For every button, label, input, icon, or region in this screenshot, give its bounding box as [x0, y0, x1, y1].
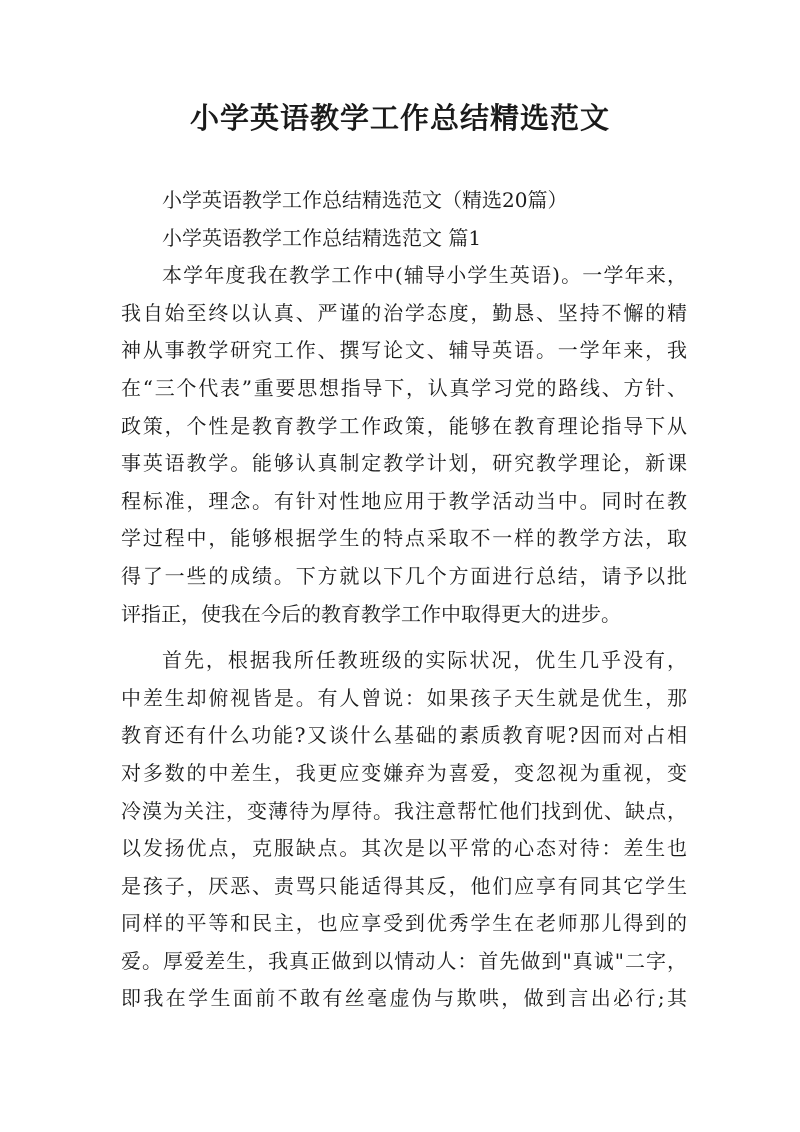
paragraph-line: 中差生却俯视皆是。有人曾说：如果孩子天生就是优生，那 [121, 685, 687, 710]
paragraph-line: 爱。厚爱差生，我真正做到以情动人：首先做到"真诚"二字， [121, 948, 687, 973]
paragraph-line: 事英语教学。能够认真制定教学计划，研究教学理论，新课 [121, 451, 687, 476]
paragraph-line: 对多数的中差生，我更应变嫌弃为喜爱，变忽视为重视，变 [121, 760, 687, 785]
paragraph-line: 在“三个代表”重要思想指导下，认真学习党的路线、方针、 [121, 375, 687, 400]
paragraph-line: 冷漠为关注，变薄待为厚待。我注意帮忙他们找到优、缺点， [121, 798, 687, 823]
paragraph-2 [121, 642, 687, 1018]
paragraph-line: 即我在学生面前不敢有丝毫虚伪与欺哄，做到言出必行;其 [121, 986, 687, 1011]
paragraph-spacer [121, 633, 687, 642]
paragraph-line: 教育还有什么功能?又谈什么基础的素质教育呢?因而对占相 [121, 723, 687, 748]
document-body [121, 182, 687, 1018]
section-heading: 小学英语教学工作总结精选范文 篇1 [162, 225, 482, 250]
paragraph-line: 首先，根据我所任教班级的实际状况，优生几乎没有， [162, 648, 687, 673]
paragraph-line: 政策，个性是教育教学工作政策，能够在教育理论指导下从 [121, 413, 687, 438]
paragraph-line: 同样的平等和民主，也应享受到优秀学生在老师那儿得到的 [121, 911, 687, 936]
paragraph-line: 得了一些的成绩。下方就以下几个方面进行总结，请予以批 [121, 563, 687, 588]
subtitle-line: 小学英语教学工作总结精选范文（精选20篇） [162, 188, 568, 212]
paragraph-line: 我自始至终以认真、严谨的治学态度，勤恳、坚持不懈的精 [121, 300, 687, 325]
paragraph-line: 学过程中，能够根据学生的特点采取不一样的教学方法，取 [121, 526, 687, 551]
document-title: 小学英语教学工作总结精选范文 [189, 101, 610, 135]
paragraph-line: 程标准，理念。有针对性地应用于教学活动当中。同时在教 [121, 488, 687, 513]
paragraph-1 [121, 257, 687, 633]
paragraph-line: 神从事教学研究工作、撰写论文、辅导英语。一学年来，我 [121, 338, 687, 363]
paragraph-line: 是孩子，厌恶、责骂只能适得其反，他们应享有同其它学生 [121, 873, 687, 898]
paragraph-line: 以发扬优点，克服缺点。其次是以平常的心态对待：差生也 [121, 836, 687, 861]
paragraph-line: 评指正，使我在今后的教育教学工作中取得更大的进步。 [121, 601, 621, 626]
paragraph-line: 本学年度我在教学工作中(辅导小学生英语)。一学年来， [162, 263, 687, 288]
